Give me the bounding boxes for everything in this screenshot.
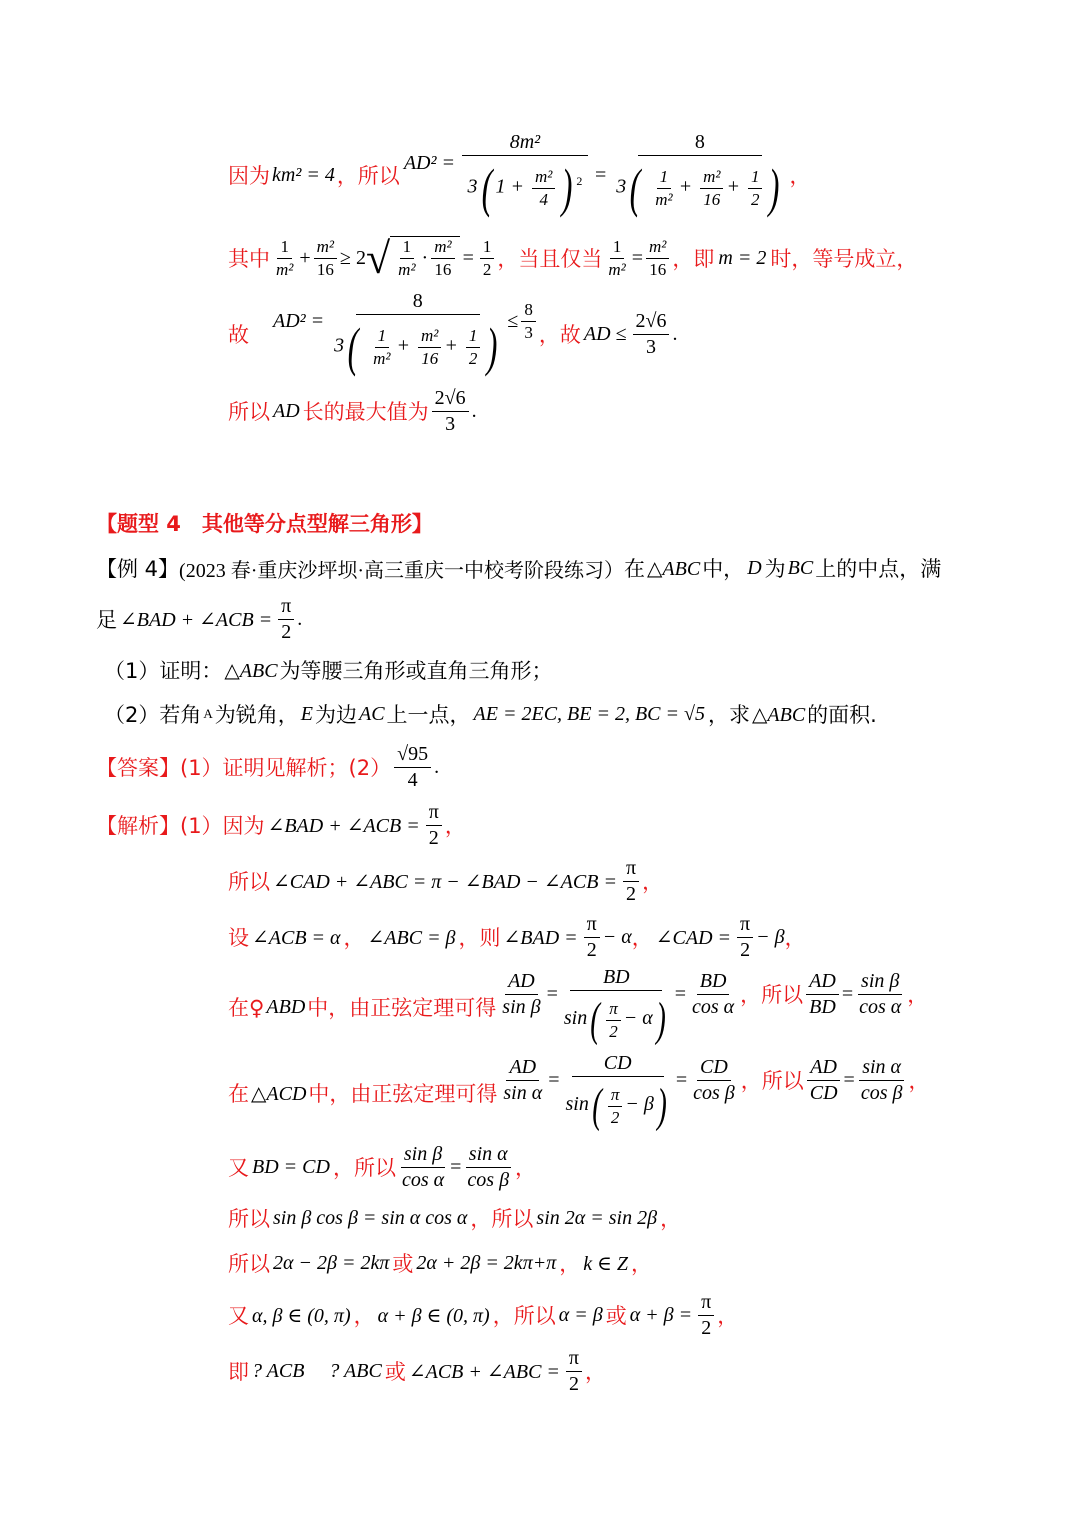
step-5: 又 BD = CD ，所以 $\frac{\text{sin β}}{\text{cos α}}$ = $\frac{\text{sin α}}{\text{cos β}}$ ， [228, 1142, 537, 1191]
solution-line-2: 其中 $\frac{1}{\text{m²}}$ + $\frac{\text{m²}}{16}$ ≥ 2 √ $\frac{1}{\text{m²}}$ · $\frac{\text{m²}}{16}$ = $\frac{1}{2}$ ， 当且仅当 $\frac{1}{\text{m²}}$ = $\frac{\text{m²}}{16}$ ，即 m = 2 时，等号成立， [228, 233, 918, 283]
question-2: （2）若角 A 为锐角， E 为边 AC 上一点， AE = 2EC, BE = 2, BC = √5 ，求 △ABC 的面积. [104, 702, 877, 727]
text: 其中 [228, 247, 270, 271]
example-line-1: 【例 4】 (2023 春·重庆沙坪坝·高三重庆一中校考阶段练习） 在 △ABC 中， D 为 BC 上的中点，满 [96, 556, 942, 582]
fraction: 8 3( $\frac{1}{\text{m²}}$ + $\frac{\text{m²}}{16}$ + $\frac{1}{2}$ ) [616, 130, 780, 218]
step-9: 即 ? ACB ? ABC 或 ∠ACB + ∠ABC = $\frac{\pi}{2}$ ， [228, 1346, 607, 1395]
question-1: （1）证明： △ABC 为等腰三角形或直角三角形； [104, 659, 553, 683]
solution-line-1 [228, 130, 1080, 220]
step-7: 所以 2α − 2β = 2kπ 或 2α + 2β = 2kπ+π ， k ∈ Z ， [228, 1251, 653, 1276]
step-8: 又 α, β ∈ (0, π) ， α + β ∈ (0, π) ，所以 α = β 或 α + β = $\frac{\pi}{2}$ ， [228, 1290, 739, 1339]
solution-line-3: 故 AD² = 8 3( $\frac{1}{\text{m²}}$ + $\frac{\text{m²}}{16}$ + $\frac{1}{2}$ ) ≤ $\frac{8}{3}$ ，故 AD ≤ $\frac{2√6}{3}$ . [228, 289, 678, 377]
answer-line: 【答案】(1）证明见解析；(2） $\frac{√95}{4}$ . [96, 742, 440, 791]
text: 当且仅当 [518, 247, 603, 271]
text: 因为 [228, 164, 270, 188]
math: ≥ 2 [340, 246, 367, 269]
step-4: 在 △ACD 中，由正弦定理可得 $\frac{AD}{\text{sin α}}$ = CD sin( $\frac{\pi}{2}$ − β) = $\frac{CD}{\text{cos β}}$ ，所以 $\frac{AD}{CD}$ = $\frac{\text{sin α}}{\text{cos β}}$ ， [228, 1052, 930, 1133]
math: AD² = [403, 151, 455, 174]
solution-line-4: 所以 AD 长的最大值为 $\frac{2√6}{3}$ . [228, 386, 477, 435]
math: km² = 4 [272, 163, 335, 186]
equals: = [594, 163, 607, 186]
step-1: 所以 ∠CAD + ∠ABC = π − ∠BAD − ∠ACB = $\frac{\pi}{2}$ ， [228, 856, 664, 905]
step-3: 在♀ ABD 中，由正弦定理可得 $\frac{AD}{\text{sin β}}$ = BD sin( $\frac{\pi}{2}$ − α) = $\frac{BD}{\text{cos α}}$ ，所以 $\frac{AD}{BD}$ = $\frac{\text{sin β}}{\text{cos α}}$ ， [228, 966, 929, 1047]
step-2: 设 ∠ACB = α ， ∠ABC = β ，则 ∠BAD = $\frac{\pi}{2}$ − α ， ∠CAD = $\frac{\pi}{2}$ − β ， [228, 912, 806, 961]
section-heading: 【题型 4 其他等分点型解三角形】 [96, 512, 433, 536]
text: ，所以 [336, 164, 400, 188]
example-line-2: 足 ∠BAD + ∠ACB = $\frac{\pi}{2}$ . [96, 594, 303, 643]
fraction: 8m² 3( 1 + $\frac{\text{m²}}{4}$ ) $^2$ [462, 131, 588, 219]
analysis-line: 【解析】(1）因为 ∠BAD + ∠ACB = $\frac{\pi}{2}$ ， [96, 800, 466, 849]
step-6: 所以 sin β cos β = sin α cos α ，所以 sin 2α = sin 2β ， [228, 1206, 682, 1231]
text: ， [789, 164, 811, 188]
